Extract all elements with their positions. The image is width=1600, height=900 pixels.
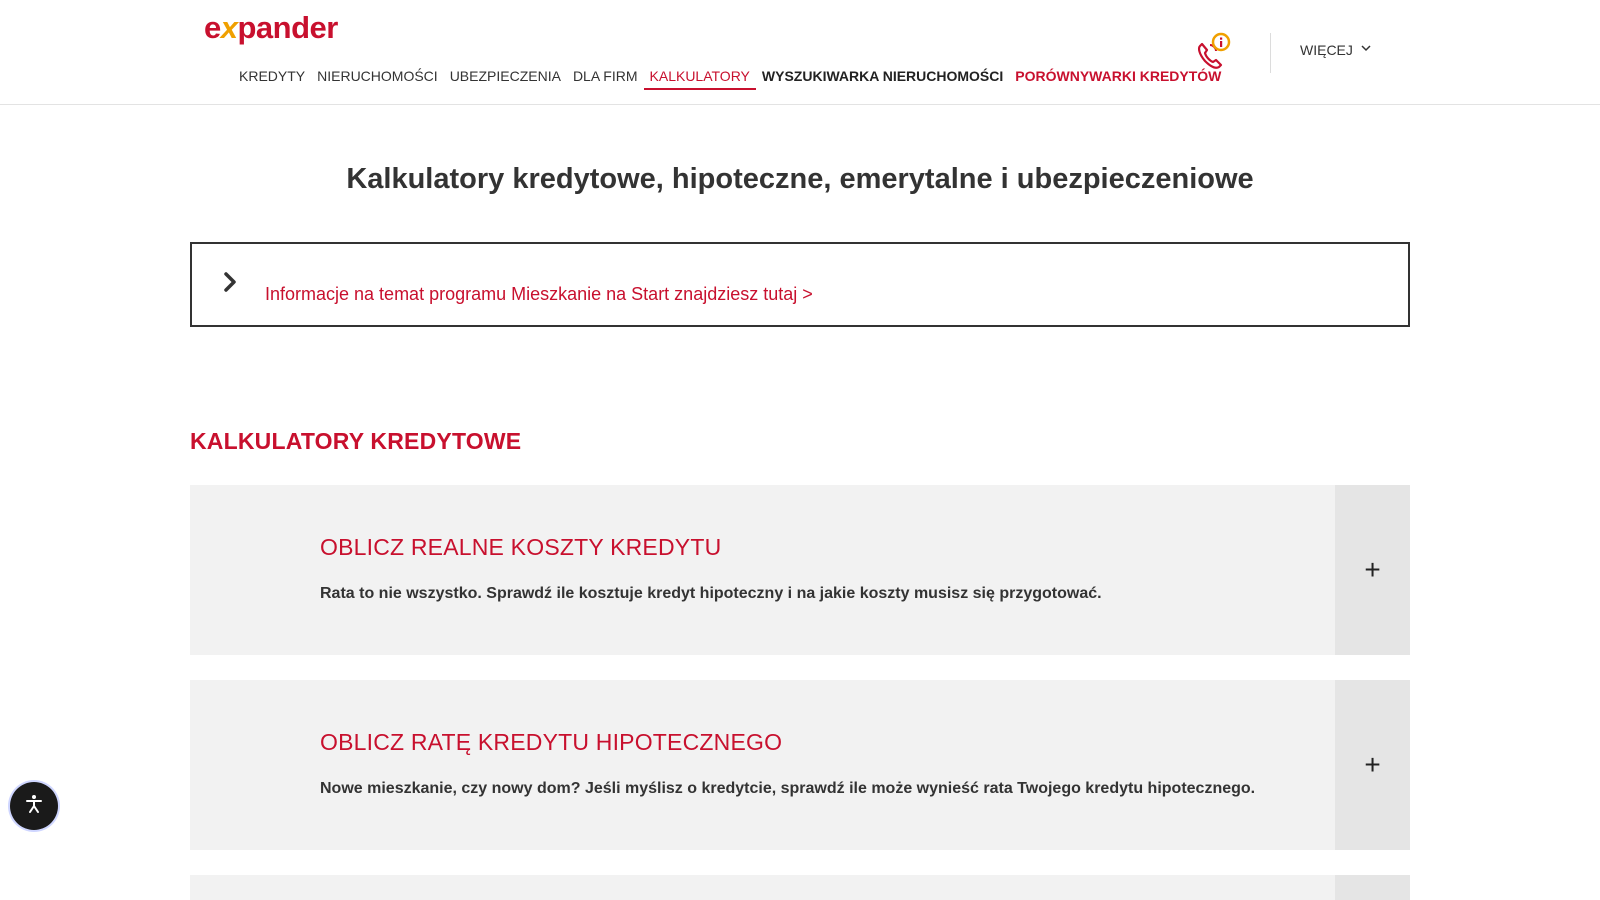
accessibility-icon — [24, 794, 44, 819]
header-divider — [1270, 33, 1271, 73]
nav-item-kalkulatory[interactable]: KALKULATORY — [644, 66, 756, 90]
chevron-right-icon — [222, 270, 240, 294]
nav-item-ubezpieczenia[interactable]: UBEZPIECZENIA — [449, 68, 561, 84]
card-description: Nowe mieszkanie, czy nowy dom? Jeśli myślisz o kredytcie, sprawdź ile może wynieść rata Twojego kredytu hipotecznego. — [320, 780, 1256, 797]
nav-item-nieruchomosci[interactable]: NIERUCHOMOŚCI — [317, 68, 438, 84]
calculator-card-partial[interactable] — [190, 875, 1410, 900]
card-title: OBLICZ RATĘ KREDYTU HIPOTECZNEGO — [320, 729, 783, 755]
logo-suffix: pander — [237, 10, 338, 45]
mieszkanie-na-start-banner[interactable] — [190, 242, 1410, 327]
nav-item-wyszukiwarka[interactable]: WYSZUKIWARKA NIERUCHOMOŚCI — [761, 68, 1004, 84]
more-menu-button[interactable] — [1300, 42, 1371, 58]
page-title: Kalkulatory kredytowe, hipoteczne, emerytalne i ubezpieczeniowe — [346, 163, 1254, 195]
logo-x: x — [220, 10, 238, 45]
calculator-card-rata-hipoteczna[interactable] — [190, 680, 1410, 850]
accessibility-button[interactable] — [10, 782, 58, 830]
calculator-card-realne-koszty[interactable] — [190, 485, 1410, 655]
chevron-down-icon — [1361, 44, 1371, 55]
logo-prefix: e — [204, 10, 221, 45]
expand-plus-icon[interactable]: + — [1335, 680, 1410, 850]
expand-plus-icon[interactable] — [1335, 875, 1410, 900]
main-nav — [233, 66, 1227, 92]
expand-plus-icon[interactable]: + — [1335, 485, 1410, 655]
nav-item-kredyty[interactable]: KREDYTY — [239, 68, 306, 84]
card-title: OBLICZ REALNE KOSZTY KREDYTU — [320, 534, 722, 560]
nav-item-porownywarki[interactable]: PORÓWNYWARKI KREDYTÓW — [1015, 68, 1222, 84]
more-label: WIĘCEJ — [1300, 42, 1353, 58]
mieszkanie-na-start-link[interactable]: Informacje na temat programu Mieszkanie na Start znajdziesz tutaj > — [265, 284, 813, 304]
site-header — [0, 0, 1600, 105]
phone-info-icon[interactable] — [1194, 32, 1234, 72]
expander-logo[interactable] — [204, 10, 338, 46]
nav-item-dla-firm[interactable]: DLA FIRM — [572, 68, 638, 84]
card-description: Rata to nie wszystko. Sprawdź ile kosztuje kredyt hipoteczny i na jakie koszty musisz się przygotować. — [320, 585, 1102, 602]
section-title-kalkulatory-kredytowe: KALKULATORY KREDYTOWE — [190, 428, 522, 454]
